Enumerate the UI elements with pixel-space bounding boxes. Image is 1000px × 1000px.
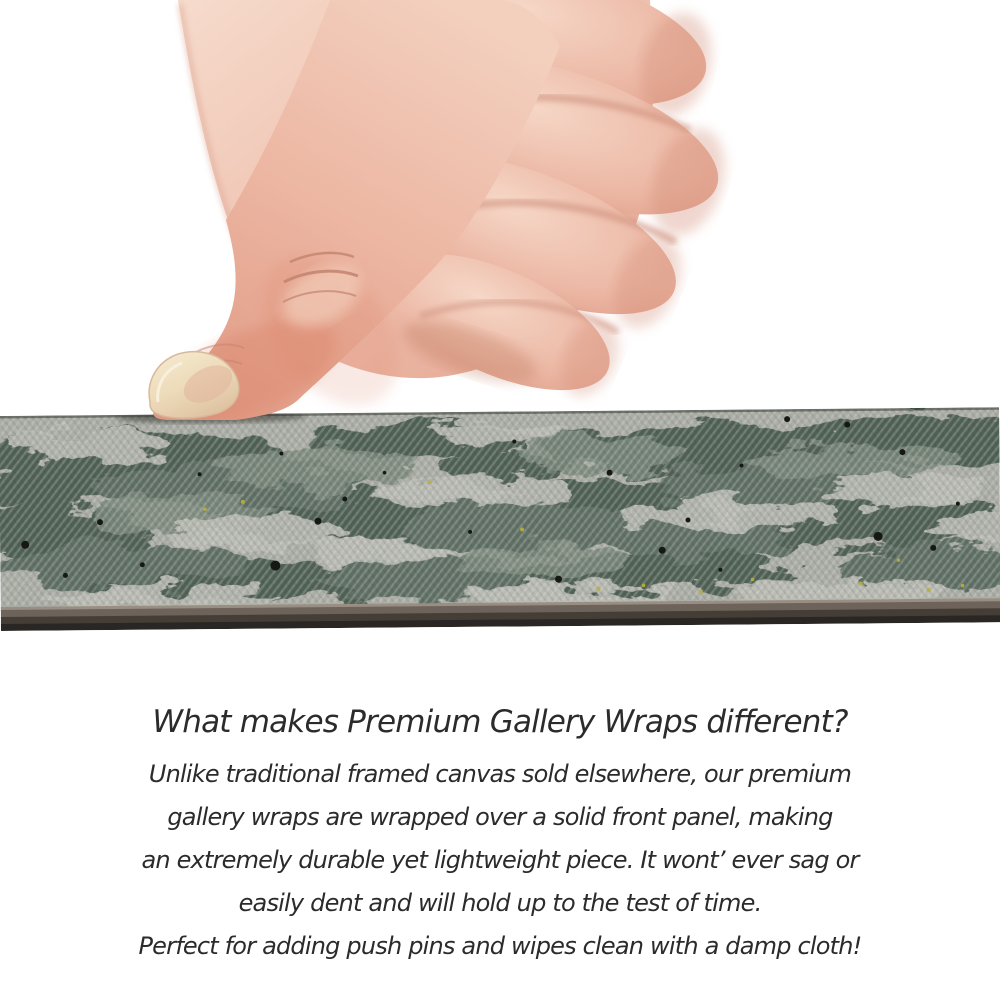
canvas-edge-photo <box>0 407 1000 631</box>
hand-illustration <box>0 0 1000 420</box>
info-body-line: easily dent and will hold up to the test of time. <box>238 889 762 917</box>
info-body <box>0 753 1000 968</box>
info-body-line: Perfect for adding push pins and wipes clean with a damp cloth! <box>138 932 862 960</box>
info-body-line: Unlike traditional framed canvas sold elsewhere, our premium <box>148 760 852 788</box>
thumb-nail <box>149 352 239 418</box>
canvas-texture-illustration <box>0 407 1000 631</box>
info-body-line: an extremely durable yet lightweight piece. It wont’ ever sag or <box>141 846 859 874</box>
hand-photo <box>0 0 1000 420</box>
info-heading: What makes Premium Gallery Wraps different? <box>152 704 848 740</box>
info-body-line: gallery wraps are wrapped over a solid front panel, making <box>167 803 833 831</box>
info-section <box>0 700 1000 968</box>
